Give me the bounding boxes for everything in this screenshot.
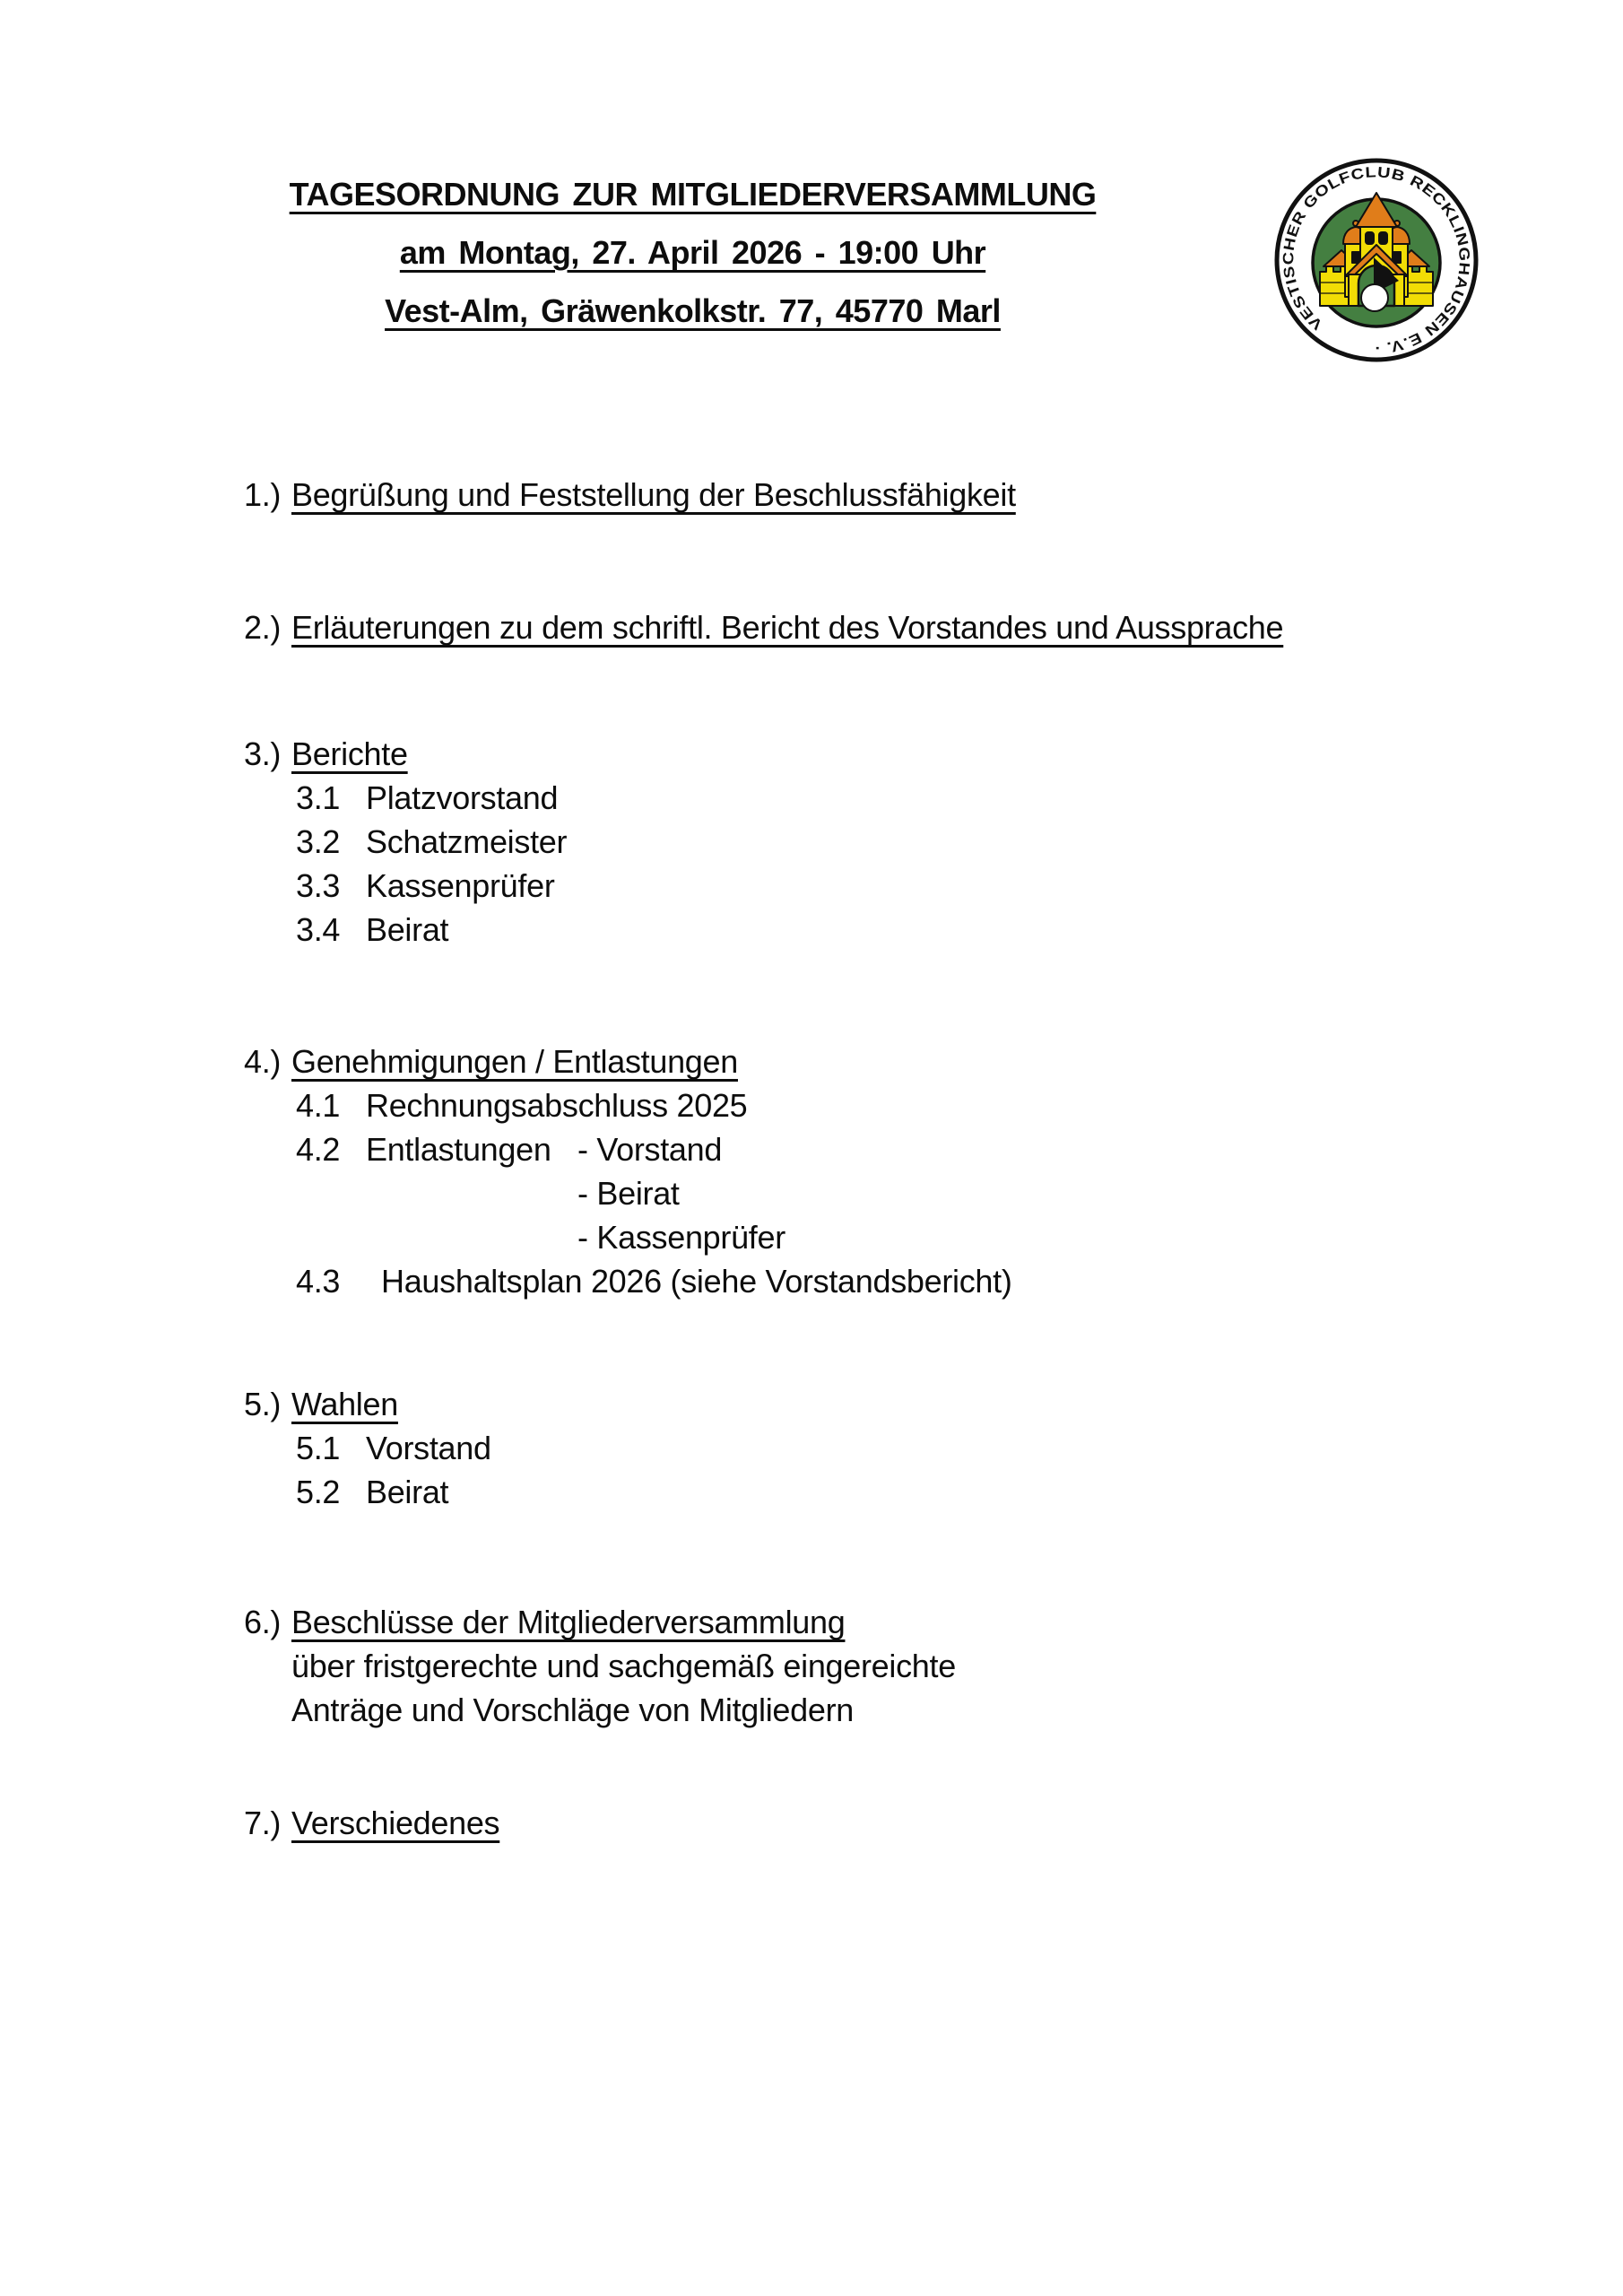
subitem-number: 3.1	[296, 779, 341, 816]
dash-entry: - Vorstand	[577, 1131, 723, 1168]
subitem	[296, 1083, 1012, 1127]
subitem	[296, 776, 567, 820]
golf-ball	[1361, 284, 1388, 311]
agenda-item-7	[244, 1801, 499, 1845]
item-heading	[244, 1382, 491, 1426]
subitem-number: 3.3	[296, 867, 341, 904]
subitem-number: 4.1	[296, 1087, 341, 1124]
item-heading	[244, 1600, 956, 1644]
subitem-text: Platzvorstand	[366, 779, 559, 816]
subitem	[296, 1215, 1012, 1259]
subitem-text: Vorstand	[366, 1430, 491, 1466]
item-6-continuation-line-1: über fristgerechte und sachgemäß eingereichte	[291, 1648, 956, 1684]
dash-entry: - Kassenprüfer	[577, 1219, 785, 1256]
subitem-text: Beirat	[366, 1474, 449, 1510]
subitem-text: Beirat	[366, 911, 449, 948]
subitem-text: Rechnungsabschluss 2025	[366, 1087, 748, 1124]
item-number: 6.)	[244, 1604, 282, 1640]
item-number: 1.)	[244, 476, 282, 513]
agenda-item-3	[244, 732, 567, 952]
item-number: 7.)	[244, 1805, 282, 1841]
agenda-item-5	[244, 1382, 491, 1514]
item-title: Berichte	[291, 735, 408, 772]
item-title: Genehmigungen / Entlastungen	[291, 1043, 738, 1080]
subitem-number: 5.1	[296, 1430, 341, 1466]
item-4-subitems	[296, 1083, 1012, 1303]
subitem-text: Entlastungen	[366, 1131, 551, 1168]
item-title: Begrüßung und Feststellung der Beschlussfähigkeit	[291, 476, 1016, 513]
item-number: 4.)	[244, 1043, 282, 1080]
dash-entry: - Beirat	[577, 1175, 680, 1212]
item-number: 5.)	[244, 1386, 282, 1422]
subitem	[296, 820, 567, 864]
subitem-number: 5.2	[296, 1474, 341, 1510]
item-3-subitems	[296, 776, 567, 952]
subitem-number: 4.2	[296, 1131, 341, 1168]
subitem	[296, 1470, 491, 1514]
document-header	[251, 165, 1134, 340]
subitem-number: 3.4	[296, 911, 341, 948]
document-title: TAGESORDNUNG ZUR MITGLIEDERVERSAMMLUNG	[289, 176, 1097, 213]
center-window-left	[1366, 232, 1374, 244]
subitem	[296, 864, 567, 908]
center-window-right	[1379, 232, 1387, 244]
subitem	[296, 1259, 1012, 1303]
logo-ring-text: VESTISCHER GOLFCLUB RECKLINGHAUSEN E.V. ·	[1280, 164, 1472, 356]
club-logo	[1273, 157, 1480, 363]
document-date-line: am Montag, 27. April 2026 - 19:00 Uhr	[399, 234, 986, 271]
subitem	[296, 908, 567, 952]
item-heading	[244, 1039, 1012, 1083]
item-heading	[244, 732, 567, 776]
item-5-subitems	[296, 1426, 491, 1514]
subitem-text: Kassenprüfer	[366, 867, 555, 904]
item-6-continuation-line-2: Anträge und Vorschläge von Mitgliedern	[291, 1692, 855, 1728]
item-number: 3.)	[244, 735, 282, 772]
subitem	[296, 1127, 1012, 1171]
subitem-text: Schatzmeister	[366, 823, 568, 860]
agenda-item-2	[244, 605, 1283, 649]
subitem	[296, 1171, 1012, 1215]
agenda-item-6	[244, 1600, 956, 1732]
item-title: Wahlen	[291, 1386, 398, 1422]
item-title: Verschiedenes	[291, 1805, 500, 1841]
subitem-number: 4.3	[296, 1263, 341, 1300]
item-title: Erläuterungen zu dem schriftl. Bericht des Vorstandes und Aussprache	[291, 609, 1284, 646]
item-number: 2.)	[244, 609, 282, 646]
subitem-text: Haushaltsplan 2026 (siehe Vorstandsbericht)	[381, 1263, 1012, 1300]
subitem-number: 3.2	[296, 823, 341, 860]
document-location-line: Vest-Alm, Gräwenkolkstr. 77, 45770 Marl	[385, 292, 1001, 329]
subitem	[296, 1426, 491, 1470]
agenda-item-1	[244, 473, 1016, 517]
agenda-item-4	[244, 1039, 1012, 1303]
item-title: Beschlüsse der Mitgliederversammlung	[291, 1604, 846, 1640]
